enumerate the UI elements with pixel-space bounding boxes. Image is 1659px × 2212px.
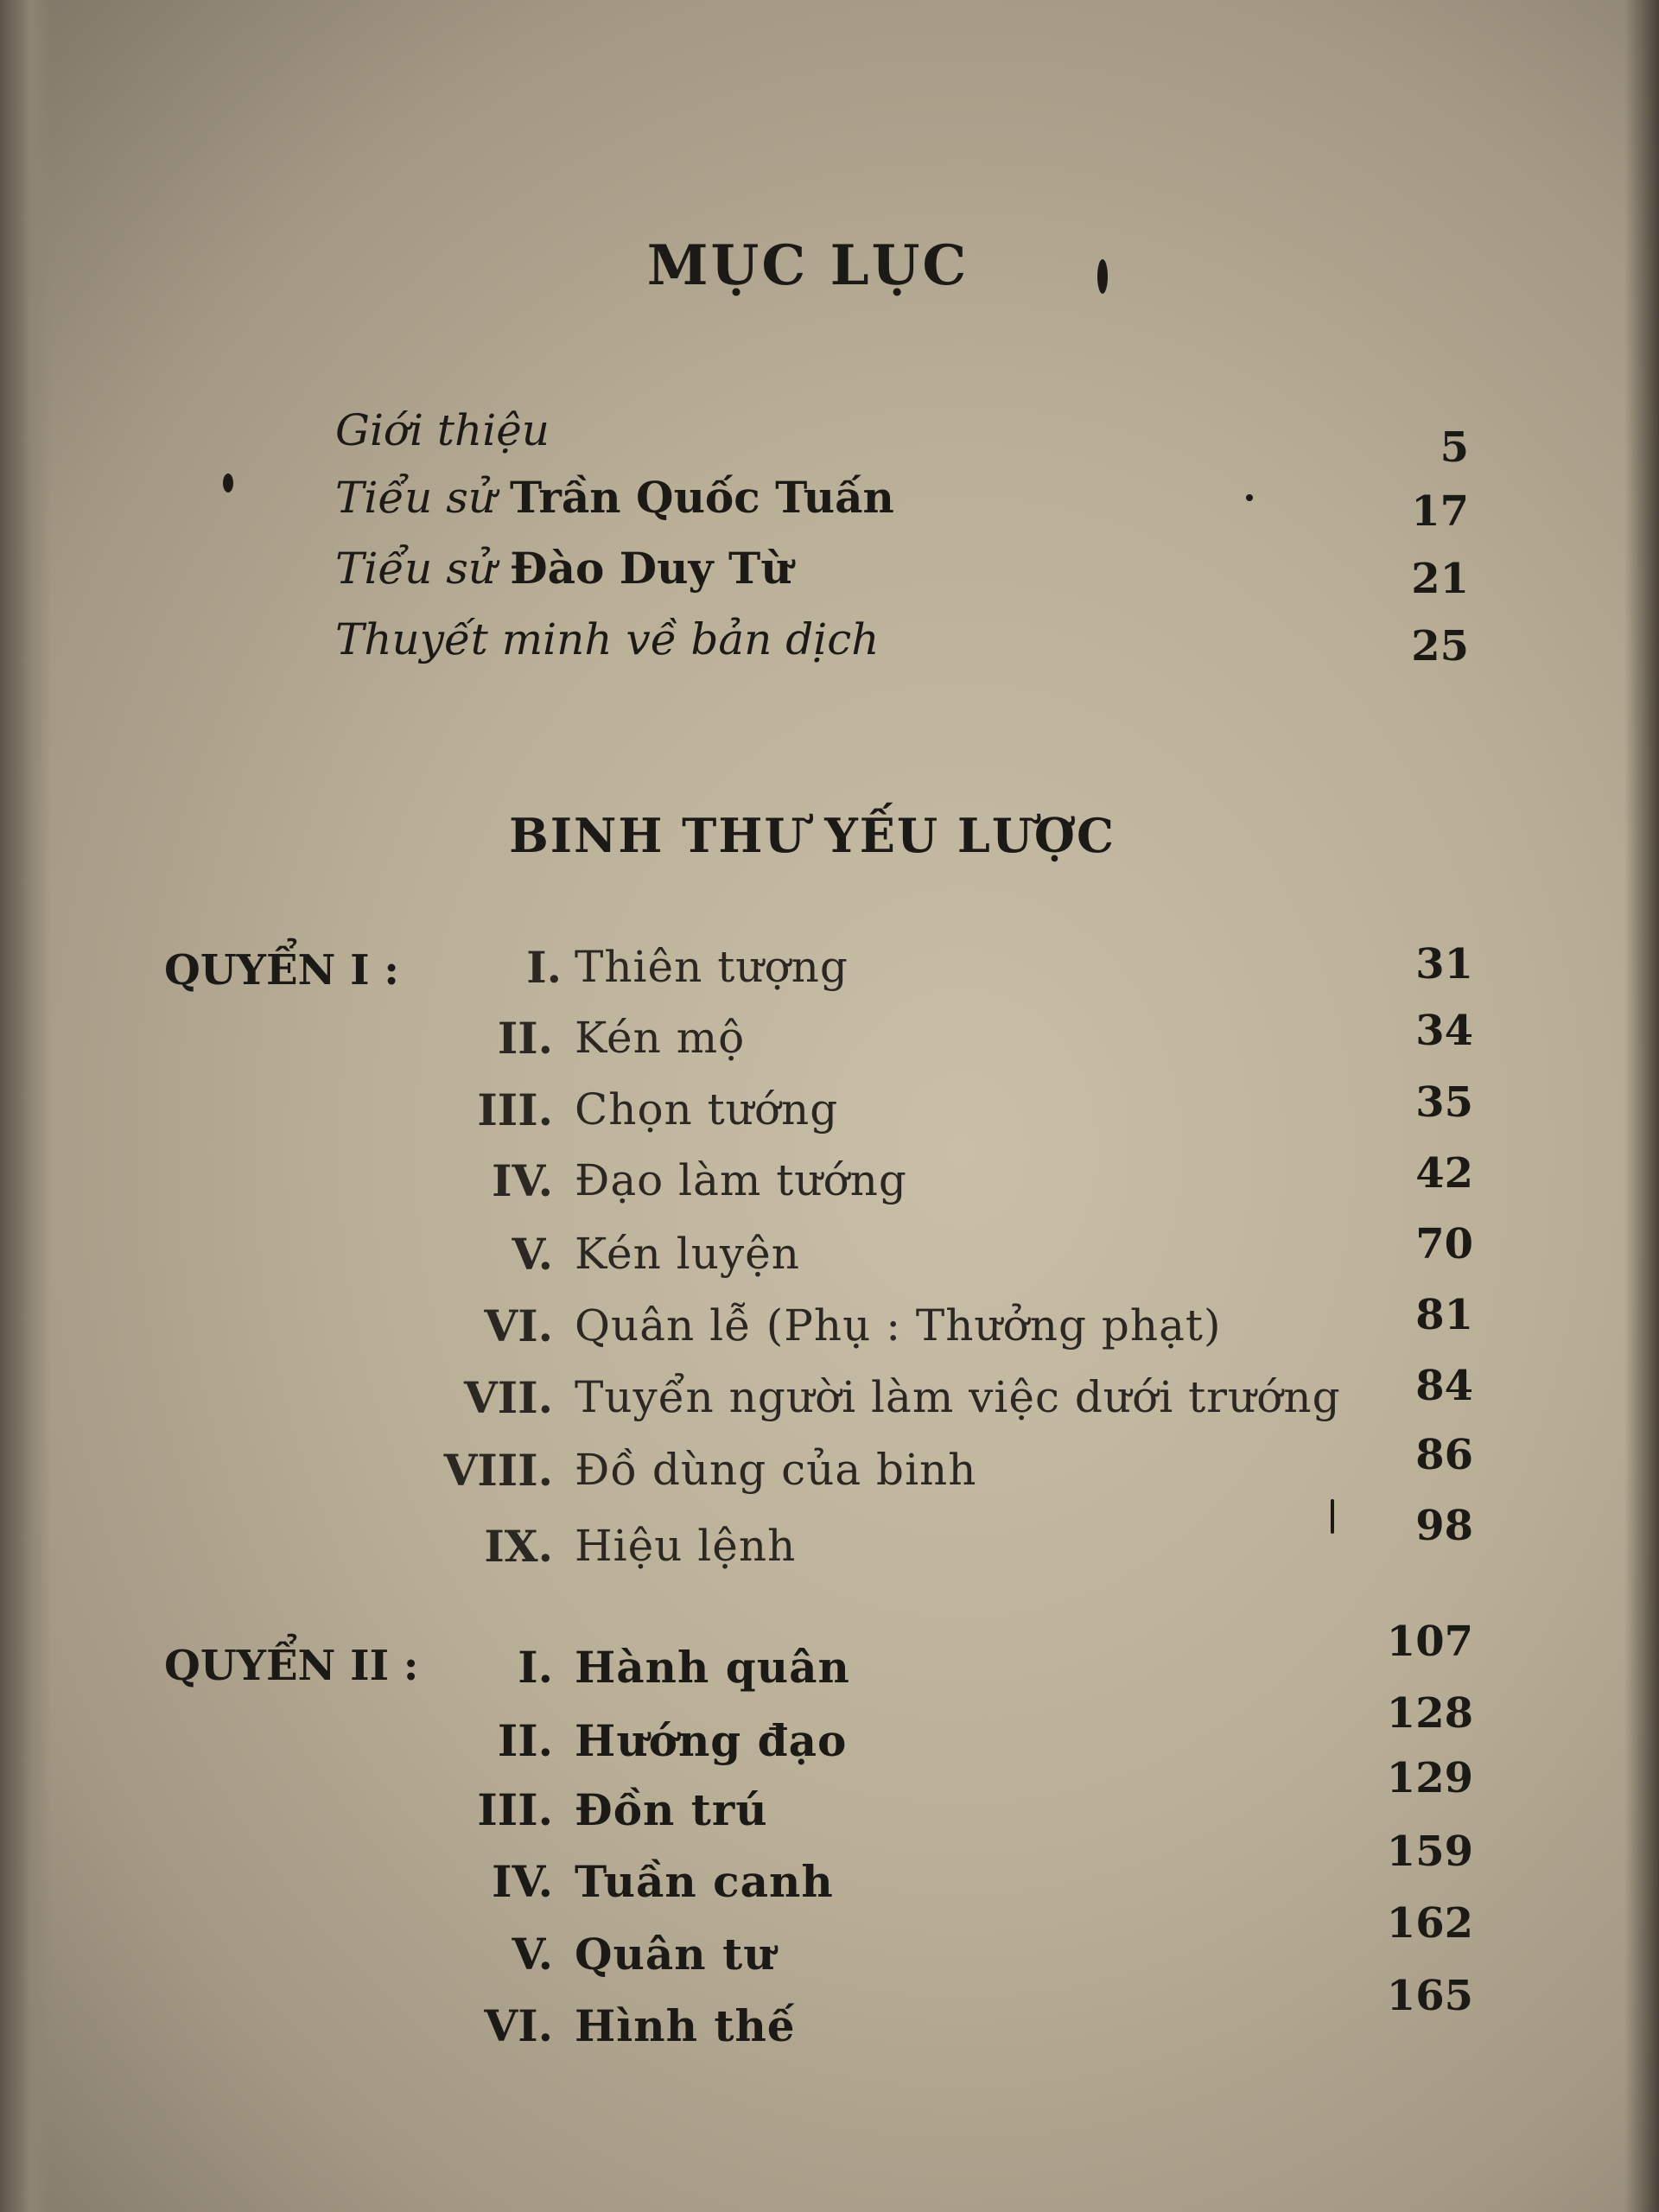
chapter-page-number: 35 [1415,1078,1473,1127]
chapter-page-number: 162 [1386,1899,1473,1948]
chapter-numeral: IV. [492,1856,553,1907]
intro-page-number: 21 [1411,555,1469,603]
chapter-numeral: VI. [484,1300,553,1351]
chapter-title: Quân tư [575,1929,776,1980]
ink-speck [1331,1499,1334,1534]
chapter-numeral: II. [497,1715,553,1766]
chapter-numeral: IV. [492,1155,553,1206]
chapter-title: Hình thế [575,2000,796,2051]
chapter-title: Tuyển người làm việc dưới trướng [575,1372,1341,1422]
chapter-numeral: III. [477,1784,553,1835]
intro-entry-prefix: Thuyết minh về bản dịch [335,614,880,664]
chapter-title: Quân lễ (Phụ : Thưởng phạt) [575,1300,1222,1351]
chapter-title: Hiệu lệnh [575,1521,797,1571]
volume-label: QUYỂN I : [164,946,399,995]
chapter-title: Thiên tượng [575,942,849,992]
chapter-page-number: 107 [1386,1618,1473,1666]
chapter-title: Hướng đạo [575,1715,848,1766]
chapter-numeral: VIII. [443,1445,553,1496]
intro-entry-prefix: Tiểu sử [335,543,510,594]
chapter-page-number: 34 [1415,1007,1473,1055]
chapter-title: Tuần canh [575,1856,834,1907]
chapter-numeral: III. [477,1084,553,1135]
chapter-page-number: 70 [1415,1220,1473,1268]
binding-shadow [0,0,52,2212]
chapter-numeral: II. [497,1013,553,1064]
chapter-numeral: V. [512,1229,553,1280]
chapter-numeral: I. [526,942,562,993]
chapter-page-number: 81 [1415,1291,1473,1339]
intro-page-number: 25 [1411,622,1469,671]
intro-entry-title [335,404,550,455]
page-edge-shadow [1624,0,1659,2212]
intro-entry-name: Trần Quốc Tuấn [509,472,894,523]
chapter-page-number: 31 [1415,940,1473,988]
chapter-title: Hành quân [575,1642,850,1693]
chapter-page-number: 129 [1386,1754,1473,1802]
intro-entry-title [335,543,792,594]
chapter-numeral: VII. [464,1372,553,1423]
section-heading: BINH THƯ YẾU LƯỢC [509,808,1116,863]
page-title: MỤC LỤC [646,233,969,298]
chapter-numeral: VI. [484,2000,553,2051]
chapter-page-number: 165 [1386,1972,1473,2020]
chapter-numeral: IX. [484,1521,553,1572]
chapter-page-number: 86 [1415,1431,1473,1479]
chapter-title: Đồn trú [575,1784,768,1835]
intro-page-number: 5 [1440,423,1469,472]
chapter-title: Kén mộ [575,1013,746,1063]
intro-page-number: 17 [1411,487,1469,536]
volume-label: QUYỂN II : [164,1642,419,1690]
ink-speck [1246,494,1253,501]
chapter-title: Đạo làm tướng [575,1155,907,1205]
chapter-page-number: 42 [1415,1149,1473,1198]
ink-speck [223,474,233,493]
intro-entry-name: Đào Duy Từ [509,543,792,594]
chapter-numeral: I. [518,1642,553,1693]
chapter-page-number: 84 [1415,1362,1473,1410]
intro-entry-title [335,613,879,664]
chapter-page-number: 159 [1386,1827,1473,1876]
chapter-title: Chọn tướng [575,1084,839,1135]
intro-entry-prefix: Giới thiệu [335,405,550,455]
chapter-title: Kén luyện [575,1229,800,1279]
chapter-title: Đồ dùng của binh [575,1445,977,1495]
intro-entry-title [335,472,894,523]
intro-entry-prefix: Tiểu sử [335,473,510,523]
chapter-page-number: 128 [1386,1689,1473,1738]
chapter-page-number: 98 [1415,1502,1473,1550]
chapter-numeral: V. [512,1929,553,1980]
